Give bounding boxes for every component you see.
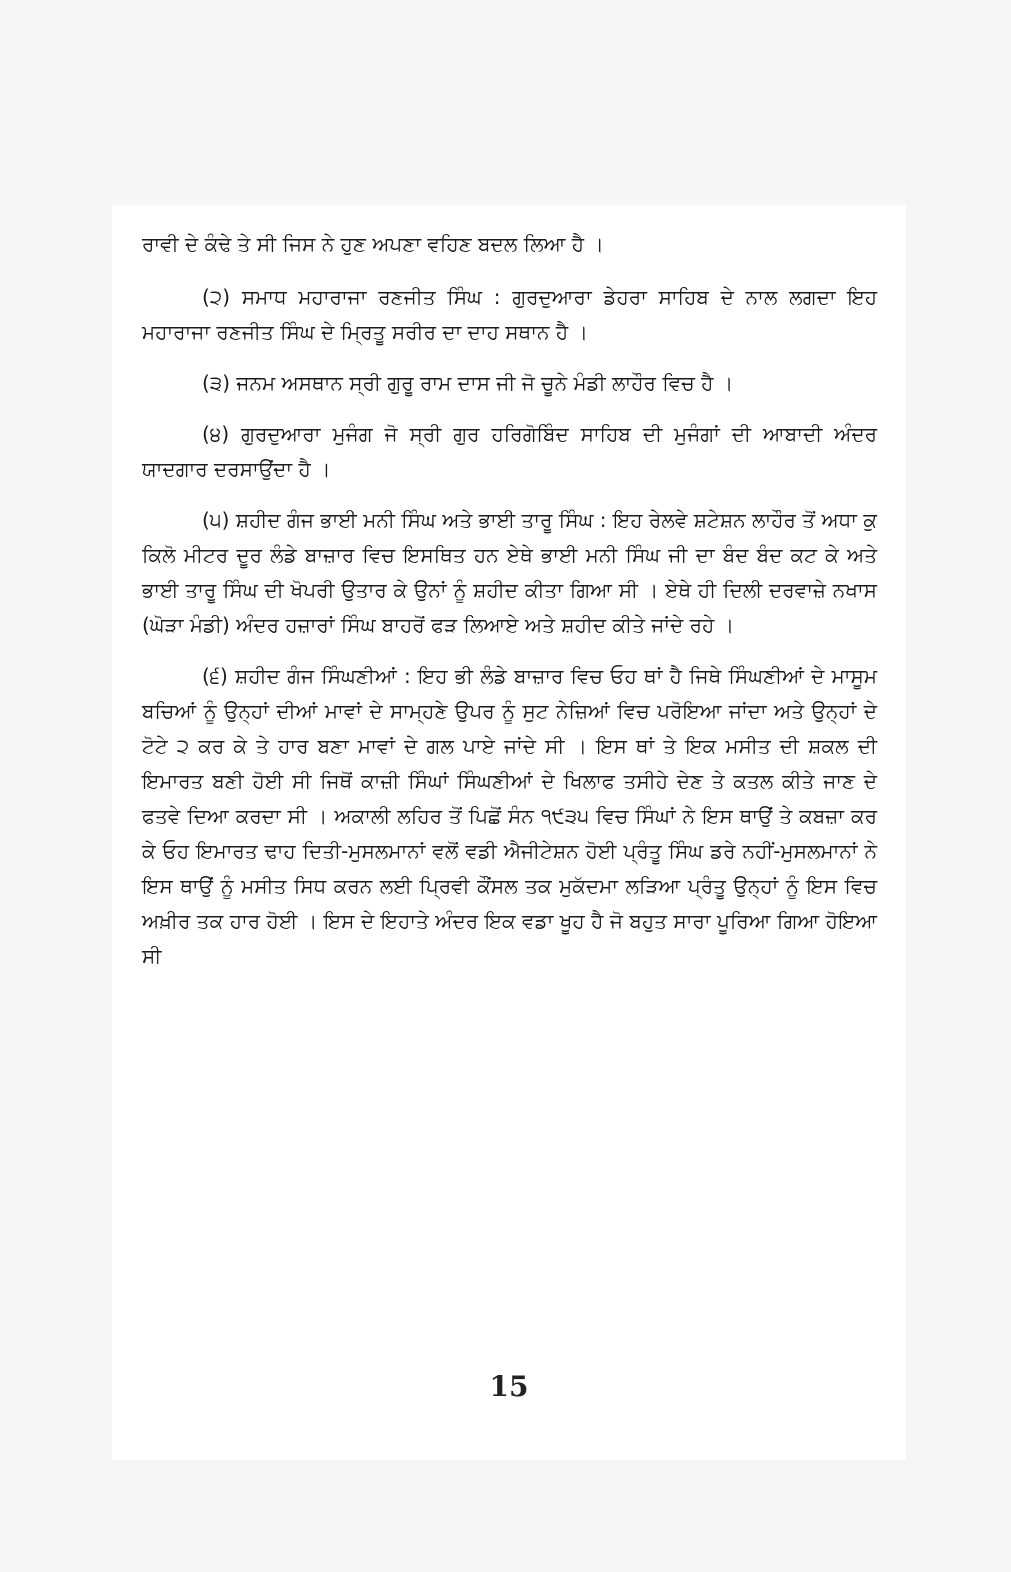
paragraph-continuation: ਰਾਵੀ ਦੇ ਕੰਢੇ ਤੇ ਸੀ ਜਿਸ ਨੇ ਹੁਣ ਅਪਣਾ ਵਹਿਣ ਬਦਲ ਲਿਆ ਹੈ । (142, 232, 604, 256)
body-text (142, 227, 877, 990)
page-number: 15 (489, 1370, 529, 1403)
paragraph-samadh-ranjit-singh: (੨) ਸਮਾਧ ਮਹਾਰਾਜਾ ਰਣਜੀਤ ਸਿੰਘ : ਗੁਰਦੁਆਰਾ ਡੇਹਰਾ ਸਾਹਿਬ ਦੇ ਨਾਲ ਲਗਦਾ ਇਹ ਮਹਾਰਾਜਾ ਰਣਜੀਤ ਸਿੰਘ ਦੇ ਮ੍ਰਿਤੂ ਸਰੀਰ ਦਾ ਦਾਹ ਸਥਾਨ ਹੈ । (142, 285, 877, 344)
paragraph-shaheed-ganj-singhniyan: (੬) ਸ਼ਹੀਦ ਗੰਜ ਸਿੰਘਣੀਆਂ : ਇਹ ਭੀ ਲੰਡੇ ਬਾਜ਼ਾਰ ਵਿਚ ਓਹ ਥਾਂ ਹੈ ਜਿਥੇ ਸਿੰਘਣੀਆਂ ਦੇ ਮਾਸੂਮ ਬਚਿਆਂ ਨੂੰ ਉਨ੍ਹਾਂ ਦੀਆਂ ਮਾਵਾਂ ਦੇ ਸਾਮ੍ਹਣੇ ਉਪਰ ਨੂੰ ਸੁਟ ਨੇਜ਼ਿਆਂ ਵਿਚ ਪਰੋਇਆ ਜਾਂਦਾ ਅਤੇ ਉਨ੍ਹਾਂ ਦੇ ਟੋਟੇ ੨ ਕਰ ਕੇ ਤੇ ਹਾਰ ਬਣਾ ਮਾਵਾਂ ਦੇ ਗਲ ਪਾਏ ਜਾਂਦੇ ਸੀ । ਇਸ ਥਾਂ ਤੇ ਇਕ ਮਸੀਤ ਦੀ ਸ਼ਕਲ ਦੀ ਇਮਾਰਤ ਬਣੀ ਹੋਈ ਸੀ ਜਿਥੋਂ ਕਾਜ਼ੀ ਸਿੰਘਾਂ ਸਿੰਘਣੀਆਂ ਦੇ ਖਿਲਾਫ ਤਸੀਹੇ ਦੇਣ ਤੇ ਕਤਲ ਕੀਤੇ ਜਾਣ ਦੇ ਫਤਵੇ ਦਿਆ ਕਰਦਾ ਸੀ । ਅਕਾਲੀ ਲਹਿਰ ਤੋਂ ਪਿਛੋਂ ਸੰਨ ੧੯੩੫ ਵਿਚ ਸਿੰਘਾਂ ਨੇ ਇਸ ਥਾਉਂ ਤੇ ਕਬਜ਼ਾ ਕਰ ਕੇ ਓਹ ਇਮਾਰਤ ਢਾਹ ਦਿਤੀ-ਮੁਸਲਮਾਨਾਂ ਵਲੋਂ ਵਡੀ ਐਜੀਟੇਸ਼ਨ ਹੋਈ ਪ੍ਰੰਤੂ ਸਿੰਘ ਡਰੇ ਨਹੀਂ-ਮੁਸਲਮਾਨਾਂ ਨੇ ਇਸ ਥਾਉਂ ਨੂੰ ਮਸੀਤ ਸਿਧ ਕਰਨ ਲਈ ਪ੍ਰਿਵੀ ਕੌਂਸਲ ਤਕ ਮੁਕੱਦਮਾ ਲੜਿਆ ਪ੍ਰੰਤੂ ਉਨ੍ਹਾਂ ਨੂੰ ਇਸ ਵਿਚ ਅਖ਼ੀਰ ਤਕ ਹਾਰ ਹੋਈ । ਇਸ ਦੇ ਇਹਾਤੇ ਅੰਦਰ ਇਕ ਵਡਾ ਖੂਹ ਹੈ ਜੋ ਬਹੁਤ ਸਾਰਾ ਪੂਰਿਆ ਗਿਆ ਹੋਇਆ ਸੀ (142, 664, 877, 968)
document-page (112, 205, 906, 1460)
paragraph-shaheed-ganj-mani-singh: (੫) ਸ਼ਹੀਦ ਗੰਜ ਭਾਈ ਮਨੀ ਸਿੰਘ ਅਤੇ ਭਾਈ ਤਾਰੂ ਸਿੰਘ : ਇਹ ਰੇਲਵੇ ਸ਼ਟੇਸ਼ਨ ਲਾਹੌਰ ਤੋਂ ਅਧਾ ਕੁ ਕਿਲੋ ਮੀਟਰ ਦੂਰ ਲੰਡੇ ਬਾਜ਼ਾਰ ਵਿਚ ਇਸਥਿਤ ਹਨ ਏਥੇ ਭਾਈ ਮਨੀ ਸਿੰਘ ਜੀ ਦਾ ਬੰਦ ਬੰਦ ਕਟ ਕੇ ਅਤੇ ਭਾਈ ਤਾਰੂ ਸਿੰਘ ਦੀ ਖੋਪਰੀ ਉਤਾਰ ਕੇ ਉਨਾਂ ਨੂੰ ਸ਼ਹੀਦ ਕੀਤਾ ਗਿਆ ਸੀ । ਏਥੇ ਹੀ ਦਿਲੀ ਦਰਵਾਜ਼ੇ ਨਖਾਸ (ਘੋੜਾ ਮੰਡੀ) ਅੰਦਰ ਹਜ਼ਾਰਾਂ ਸਿੰਘ ਬਾਹਰੋਂ ਫੜ ਲਿਆਏ ਅਤੇ ਸ਼ਹੀਦ ਕੀਤੇ ਜਾਂਦੇ ਰਹੇ । (142, 508, 877, 637)
paragraph-gurdwara-mujang: (੪) ਗੁਰਦੁਆਰਾ ਮੁਜੰਗ ਜੋ ਸ੍ਰੀ ਗੁਰ ਹਰਿਗੋਬਿੰਦ ਸਾਹਿਬ ਦੀ ਮੁਜੰਗਾਂ ਦੀ ਆਬਾਦੀ ਅੰਦਰ ਯਾਦਗਾਰ ਦਰਸਾਉਂਦਾ ਹੈ । (142, 422, 877, 481)
paragraph-janam-asthan: (੩) ਜਨਮ ਅਸਥਾਨ ਸ੍ਰੀ ਗੁਰੂ ਰਾਮ ਦਾਸ ਜੀ ਜੋ ਚੂਨੇ ਮੰਡੀ ਲਾਹੌਰ ਵਿਚ ਹੈ । (202, 371, 734, 395)
